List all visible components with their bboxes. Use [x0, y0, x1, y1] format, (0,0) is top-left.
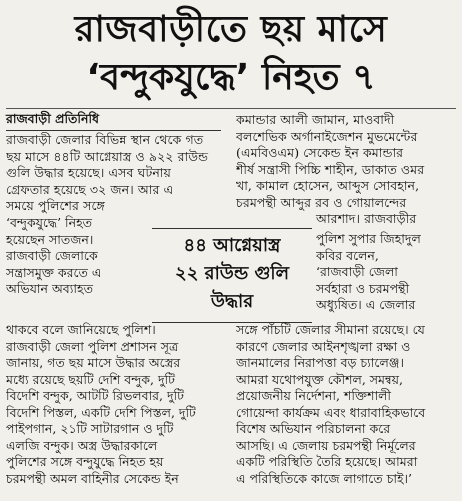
text-line: সর্বহারা ও চরমপন্থী: [316, 280, 410, 296]
text-line: জানায়, গত ছয় মাসে উদ্ধার অস্ত্রের: [6, 355, 181, 370]
right-column-bottom: [236, 322, 458, 487]
headline: [0, 0, 462, 108]
pullquote-line-1: ৪৪ আগ্নেয়াস্ত্র: [183, 235, 281, 256]
text-line: সময়ে পুলিশের সঙ্গে: [6, 198, 105, 213]
text-line: পাইপগান, ২১টি সাটারগান ও দুটি: [6, 421, 174, 436]
left-column-wrap: [6, 215, 148, 298]
text-line: জানমালের নিরাপত্তা বড় চ্যালেঞ্জ।: [236, 355, 404, 370]
text-line: গোয়েন্দা কার্যক্রম এবং ধারাবাহিকভাবে: [236, 404, 426, 420]
text-line: ‘রাজবাড়ী জেলা: [316, 264, 398, 279]
left-column-bottom: [6, 322, 221, 487]
right-column-top: [236, 112, 458, 228]
pullquote-rule-top: [152, 228, 312, 229]
text-line: পুলিশ সুপার জিহাদুল: [316, 231, 421, 246]
text-line: মধ্যে রয়েছে ছয়টি দেশি বন্দুক, দুটি: [6, 371, 175, 387]
pullquote-line-3: উদ্ধার: [210, 291, 254, 312]
text-line: আসছি। এ জেলায় চরমপন্থী নির্মূলের: [236, 437, 416, 453]
text-line: হয়েছেন সাতজন।: [6, 231, 94, 247]
text-line: প্রয়োজনীয় নির্দেশনা, শক্তিশালী: [236, 388, 391, 403]
text-line: আমরা যথোপযুক্ত কৌশল, সমন্বয়,: [236, 371, 403, 387]
text-line: আরশাদ। রাজবাড়ীর: [316, 211, 417, 226]
text-line: খা, কামাল হোসেন, আব্দুস সোবহান,: [236, 178, 420, 193]
pullquote-line-2: ২২ রাউন্ড গুলি: [175, 263, 289, 284]
left-column-top: [6, 132, 221, 215]
text-line: রাজবাড়ী জেলাকে: [6, 248, 98, 263]
text-line: ছয় মাসে ৪৪টি আগ্নেয়াস্ত্র ও ৯২২ রাউন্ড: [6, 148, 209, 164]
text-line: গুলি উদ্ধার হয়েছে। এসব ঘটনায়: [6, 165, 172, 180]
text-line: বিশেষ অভিযান পরিচালনা করে: [236, 421, 391, 436]
text-line: চরমপন্থী অমল বাহিনীর সেকেন্ড ইন: [6, 470, 179, 486]
text-line: গ্রেফতার হয়েছে ৩২ জন। আর এ: [6, 181, 174, 197]
text-line: কারণে জেলার আইনশৃঙ্খলা রক্ষা ও: [236, 338, 411, 354]
headline-line-1: রাজবাড়ীতে ছয় মাসে: [74, 9, 388, 50]
text-line: বিদেশি বন্দুক, আটটি রিভলবার, দুটি: [6, 388, 184, 403]
text-line: সন্ত্রাসমুক্ত করতে এ: [6, 264, 102, 280]
text-line: (এমবিওএম) সেকেন্ড ইন কমান্ডার: [236, 145, 404, 160]
pullquote: [152, 232, 312, 322]
byline: রাজবাড়ী প্রতিনিধি: [6, 108, 221, 131]
text-line: বলশেভিক অর্গানাইজেশন মুভমেন্টের: [236, 128, 418, 144]
text-line: পুলিশের সঙ্গে বন্দুযুদ্ধে নিহত হয়: [6, 454, 164, 469]
text-line: এ পরিস্থিতিকে কাজে লাগাতে চাই।’: [236, 470, 412, 486]
text-line: অভিযান অব্যাহত: [6, 281, 93, 296]
text-line: সঙ্গে পাঁচটি জেলার সীমানা রয়েছে। যে: [236, 322, 425, 337]
text-line: থাকবে বলে জানিয়েছে পুলিশ।: [6, 322, 156, 337]
headline-line-2: ‘বন্দুকযুদ্ধে’ নিহত ৭: [86, 57, 376, 98]
text-line: কমান্ডার আলী জামান, মাওবাদী: [236, 112, 395, 127]
text-line: রাজবাড়ী জেলা পুলিশ প্রশাসন সূত্র: [6, 338, 179, 354]
text-line: ‘বন্দুকযুদ্ধে’ নিহত: [6, 215, 93, 230]
text-line: চরমপন্থী আব্দুর রব ও গোয়ালন্দের: [236, 194, 407, 210]
text-line: বিদেশি পিস্তল, একটি দেশি পিস্তল, দুটি: [6, 404, 196, 420]
text-line: এলজি বন্দুক। অস্ত্র উদ্ধারকালে: [6, 437, 158, 453]
right-column-wrap: [316, 231, 458, 314]
text-line: রাজবাড়ী জেলার বিভিন্ন স্থান থেকে গত: [6, 132, 204, 147]
text-line: একটি পরিস্থিতি তৈরি হয়েছে। আমরা: [236, 454, 418, 469]
text-line: শীর্ষ সন্ত্রাসী পিচ্চি শাহীন, ডাকাত ওমর: [236, 161, 425, 177]
text-line: কবির বলেন,: [316, 247, 379, 263]
text-line: অধ্যুষিত। এ জেলার: [316, 297, 416, 312]
